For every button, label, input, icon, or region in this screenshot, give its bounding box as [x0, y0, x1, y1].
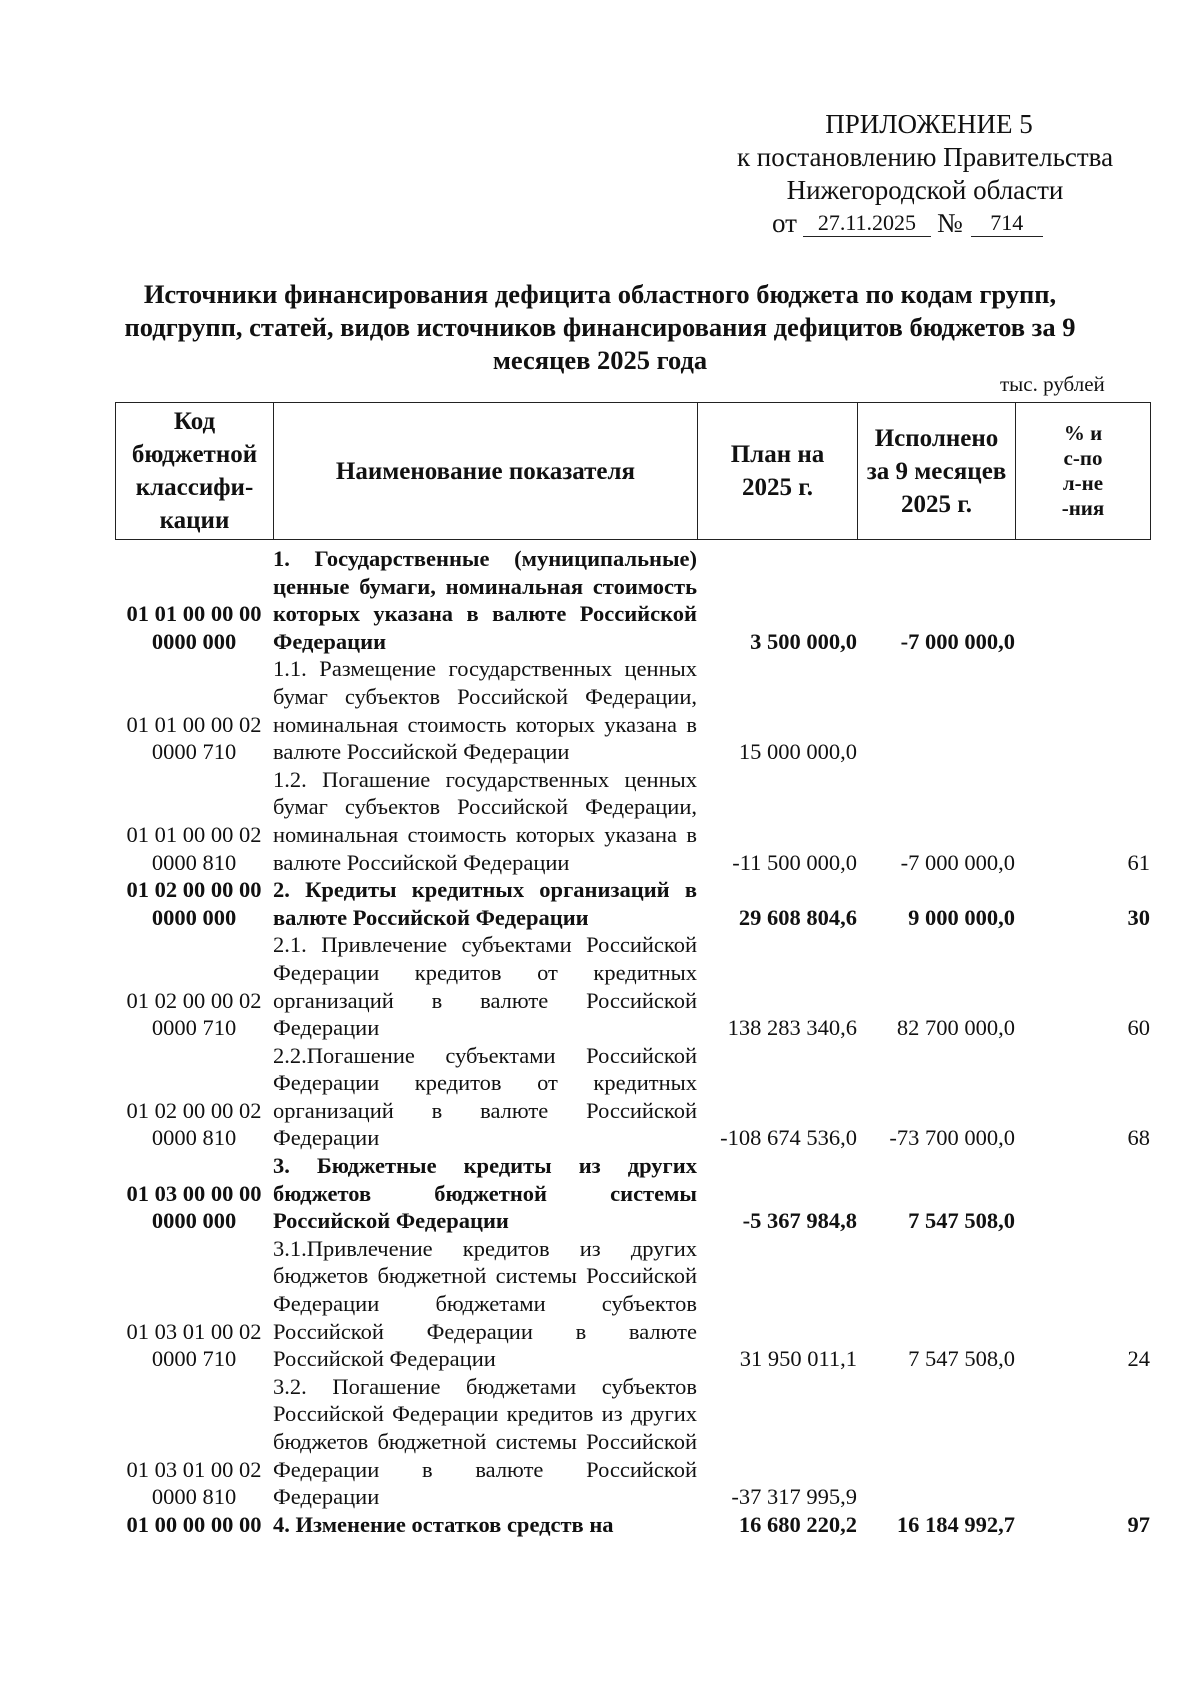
- appendix-title: ПРИЛОЖЕНИЕ 5: [825, 109, 1033, 139]
- data-table: [115, 545, 1150, 1538]
- table-row: [115, 1373, 1150, 1511]
- cell-executed: 16 184 992,7: [896, 1511, 1015, 1537]
- cell-code: 01 00 00 00 00: [126, 1511, 262, 1537]
- cell-code: 01 02 00 00 02 0000 710: [126, 987, 262, 1041]
- cell-percent: 30: [1127, 904, 1150, 930]
- cell-code: 01 01 00 00 02 0000 710: [126, 711, 262, 765]
- units-label: тыс. рублей: [1000, 372, 1105, 396]
- cell-name: 4. Изменение остатков средств на: [273, 1511, 614, 1537]
- table-row: [115, 545, 1150, 655]
- table-row: [115, 1511, 1150, 1539]
- cell-code: 01 03 01 00 02 0000 710: [126, 1318, 262, 1372]
- header-plan: План на 2025 г.: [698, 403, 858, 540]
- cell-plan: 138 283 340,6: [727, 1015, 857, 1041]
- table-row: [115, 1235, 1150, 1373]
- cell-name: 2. Кредиты кредитных организаций в валюте Российской Федерации: [273, 877, 697, 930]
- table-row: [115, 655, 1150, 765]
- header-code: Код бюджетной классифи-кации: [116, 403, 274, 540]
- table-row: [115, 1152, 1150, 1235]
- cell-code: 01 02 00 00 02 0000 810: [126, 1097, 262, 1151]
- appendix-resolution: к постановлению Правительства: [736, 142, 1114, 172]
- cell-executed: 9 000 000,0: [908, 904, 1015, 930]
- cell-name: 3.1.Привлечение кредитов из других бюджетов бюджетной системы Российской Федерации бюджетами субъектов Российской Федерации в валюте Российской Федерации: [273, 1235, 697, 1372]
- cell-percent: 68: [1127, 1125, 1150, 1151]
- document-title: Источники финансирования дефицита областного бюджета по кодам групп, подгрупп, статей, видов источников финансирования дефицитов бюджетов за 9 месяцев 2025 года: [124, 279, 1076, 375]
- resolution-date: 27.11.2025: [803, 210, 931, 237]
- table-row: [115, 766, 1150, 876]
- cell-percent: 97: [1127, 1511, 1150, 1537]
- cell-plan: -5 367 984,8: [742, 1208, 857, 1234]
- cell-name: 1. Государственные (муниципальные) ценные бумаги, номинальная стоимость которых указана в валюте Российской Федерации: [273, 546, 697, 654]
- appendix-region: Нижегородской области: [786, 175, 1064, 205]
- cell-executed: 7 547 508,0: [908, 1346, 1015, 1372]
- from-label: от: [772, 208, 797, 238]
- cell-plan: -11 500 000,0: [732, 849, 857, 875]
- cell-name: 2.1. Привлечение субъектами Российской Федерации кредитов от кредитных организаций в валюте Российской Федерации: [273, 932, 697, 1041]
- cell-percent: [1015, 545, 1150, 655]
- cell-executed: -7 000 000,0: [900, 628, 1015, 654]
- table-row: [115, 931, 1150, 1041]
- appendix-block: [700, 108, 1120, 240]
- cell-code: 01 01 00 00 02 0000 810: [126, 821, 262, 875]
- cell-name: 1.1. Размещение государственных ценных бумаг субъектов Российской Федерации, номинальная стоимость которых указана в валюте Российской Федерации: [273, 656, 697, 765]
- cell-executed: [857, 655, 1015, 765]
- cell-executed: [857, 1373, 1015, 1511]
- header-name: Наименование показателя: [274, 403, 698, 540]
- cell-plan: 15 000 000,0: [738, 739, 857, 765]
- cell-name: 3.2. Погашение бюджетами субъектов Российской Федерации кредитов из других бюджетов бюджетной системы Российской Федерации в валюте Российской Федерации: [273, 1373, 697, 1510]
- cell-executed: 7 547 508,0: [908, 1208, 1015, 1234]
- number-label: №: [936, 208, 963, 238]
- resolution-number: 714: [971, 210, 1043, 237]
- cell-percent: [1015, 1152, 1150, 1235]
- table-row: [115, 1042, 1150, 1152]
- appendix-date-line: [700, 207, 1120, 240]
- cell-plan: 3 500 000,0: [750, 628, 857, 654]
- cell-plan: 16 680 220,2: [738, 1511, 857, 1537]
- header-percent: % ис-пол-не-ния: [1016, 403, 1151, 540]
- cell-percent: 61: [1127, 849, 1150, 875]
- cell-executed: 82 700 000,0: [896, 1015, 1015, 1041]
- cell-percent: [1015, 1373, 1150, 1511]
- cell-percent: 24: [1127, 1346, 1150, 1372]
- cell-percent: 60: [1127, 1015, 1150, 1041]
- cell-plan: 31 950 011,1: [739, 1346, 857, 1372]
- table-header: [115, 402, 1151, 540]
- cell-code: 01 02 00 00 00 0000 000: [126, 877, 262, 930]
- cell-executed: -73 700 000,0: [889, 1125, 1015, 1151]
- cell-name: 1.2. Погашение государственных ценных бумаг субъектов Российской Федерации, номинальная стоимость которых указана в валюте Российской Федерации: [273, 766, 697, 875]
- cell-executed: -7 000 000,0: [900, 849, 1015, 875]
- cell-code: 01 03 01 00 02 0000 810: [126, 1456, 262, 1510]
- cell-name: 2.2.Погашение субъектами Российской Федерации кредитов от кредитных организаций в валюте Российской Федерации: [273, 1042, 697, 1151]
- table-row: [115, 876, 1150, 931]
- header-executed: Исполнено за 9 месяцев 2025 г.: [858, 403, 1016, 540]
- cell-plan: 29 608 804,6: [738, 904, 857, 930]
- cell-code: 01 01 00 00 00 0000 000: [126, 601, 262, 654]
- cell-code: 01 03 00 00 00 0000 000: [126, 1180, 262, 1234]
- cell-name: 3. Бюджетные кредиты из других бюджетов бюджетной системы Российской Федерации: [273, 1153, 697, 1234]
- cell-percent: [1015, 655, 1150, 765]
- cell-plan: -37 317 995,9: [731, 1484, 857, 1510]
- cell-plan: -108 674 536,0: [720, 1125, 857, 1151]
